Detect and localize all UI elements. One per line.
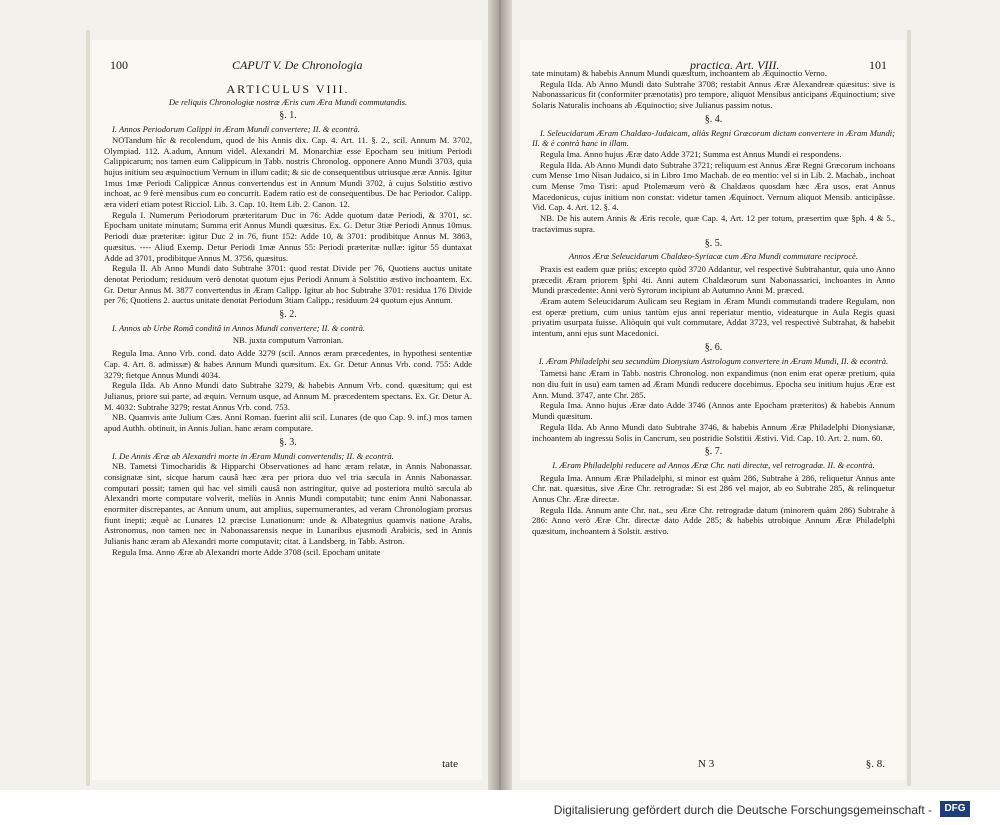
paragraph: Regula IIda. Ab Anno Mundi dato Subtrahe 3746, & habebis Annum Æræ Philadelphi Dionysianæ, inchoantem ab ingressu Solis in Cancrum, seu postridie Solstitii Æstivi. Vid. Cap. 10. Art. 2. num. 60. [532, 421, 895, 443]
paragraph-title: I. Annos Periodorum Calippi in Æram Mundi convertere; II. & econtrà. [112, 124, 360, 135]
section-6-heading: §. 6. [704, 341, 723, 353]
right-page-edge [907, 30, 911, 786]
paragraph: NB. Tametsi Timocharidis & Hipparchi Observationes ad hanc æram relatæ, in Annis Nabonassar. consignatæ sint, sicque harum causâ hæc æra per priora duo vel tria sæcula in Annis Nabonassar. computari possit; tamen qui hac vel simili causâ non astringitur, quive ad posteriora multò sæcula ab Alexandri morte computare volverit, meliùs in Annis Mundi computabit; tunc enim Anni Nabonassar. enormiter discrepantes, ac Annum unum, aut amplius, supernumerantes, ad veram Chronologiam prorsus fiunt inepti; æquè ac Lunares 12 præcise Lunationum: unde & Albategnius quamvis natione Arabs, Astronomus, non tamen nec in Nabonassarensis neque in Lunaribus ejusmodi Arabicis, sed in Annis Julianis hanc æram ab Alexandri morte computavit; citat. à Landsberg. in Tabb. Astron. [104, 461, 472, 547]
running-head-right: practica. Art. VIII. [690, 58, 780, 72]
paragraph: Regula IIda. Ab Anno Mundi dato Subtrahe 3708; restabit Annus Æræ Alexandreæ quæsitus: sive is Nabonassaricus fit (conformiter prænotatis) pro tempore, aliquot Mensibus anticipans Æquinoctium; sive Solaris Naturalis inchoans ab Æquinoctio; sive Julianus passim notus. [532, 78, 895, 111]
right-page-text [532, 68, 895, 537]
funding-notice: Digitalisierung gefördert durch die Deutsche Forschungsgemeinschaft - [553, 803, 932, 817]
section-3-heading: §. 3. [279, 436, 297, 448]
paragraph: NB. juxta computum Varronian. [232, 335, 344, 346]
paragraph-title: I. Æram Philadelphi seu secundùm Dionysium Astrologum convertere in Æram Mundi, II. & econtrà. [538, 355, 889, 366]
paragraph: Regula IIda. Annum ante Chr. nat., seu Æræ Chr. retrogradæ datum (minorem quàm 286) Subtrahe à 286: Anno verò Æræ Chr. directæ dato Adde 285; & habebis utrobique Annum Æræ Philadelphi quæsitum, inchoantem à Solstit. æstivo. [532, 504, 895, 537]
running-head-left: CAPUT V. De Chronologia [232, 58, 363, 72]
paragraph: Regula Ima. Anno hujus Æræ dato Adde 3721; Summa est Annus Mundi ei respondens. [540, 148, 842, 159]
paragraph: Regula Ima. Annum Æræ Philadelphi, si minor est quàm 286, Subtrahe à 286, reliquetur Annus ante Chr. nat. quæsitus, sive Æræ Chr. retrogradæ: Si est 286 vel major, ab eo Subtrahe 285, & relinquetur Annus Chr. Æræ directæ. [532, 472, 895, 505]
signature-mark: N 3 [698, 758, 715, 770]
paragraph-title: I. Annos ab Urbe Româ conditâ in Annos Mundi convertere; II. & contrà. [112, 322, 366, 333]
paragraph-title: I. De Annis Æræ ab Alexandri morte in Æram Mundi convertendis; II. & econtrà. [112, 450, 394, 461]
paragraph: Regula I. Numerum Periodorum præteritarum Duc in 76: Adde quotum datæ Periodi, & 3701, sc. Epocham unitate minutam; Summa erit Annus Mundi quæsitus. Ex. G. Detur 3tiæ Periodi Annus 10mus. Periodi duæ præteritæ: igitur Duc 2 in 76, fiunt 152: Adde 10, & 3701: prodibitque Annus M. 3863, quæsitus. ---- Aliud Exemp. Detur Periodi 1mæ Annus 55: Periodi præteritæ nullæ: igitur 55 duntaxat Adde ad 3701, prodibitque Annus M. 3756, quæsitus. [104, 209, 472, 263]
paragraph: Regula Ima. Anno Æræ ab Alexandri morte Adde 3708 (scil. Epocham unitate [112, 546, 381, 557]
paragraph-title: I. Æram Philadelphi reducere ad Annos Æræ Chr. nati directæ, vel retrogradæ. II. & econtrà. [552, 459, 875, 470]
paragraph: Regula IIda. Ab Anno Mundi dato Subtrahe 3279, & habebis Annum Vrb. cond. quæsitum; qui est Julianus, priore sui parte, ad æquin. Vernum usque, ad Annum M. præcedentem spectans. Ex. Gr. Detur A. M. 4032: Subtrahe 3279; restat Annus Vrb. cond. 753. [104, 380, 472, 412]
right-page [520, 40, 905, 780]
paragraph: Praxis est eadem quæ priùs; excepto quòd 3720 Addantur, vel respectivè Subtrahantur, quia uno Anno præcedit Æram priorem §phi 4ti. Anni autem Chaldæorum sunt Nabonassarici, inchoantes in Anno Mundi præcedente: Anni verò Syrorum incipiunt ab Autumno Anni M. præced. [532, 263, 895, 296]
paragraph-title: I. Seleucidarum Æram Chaldæo-Judaicam, aliàs Regni Græcorum dictam convertere in Æram Mundi; II. & è contrà hanc in illam. [532, 127, 895, 149]
paragraph: Regula Ima. Anno Vrb. cond. dato Adde 3279 (scil. Annos æram præcedentes, in hypothesi sententiæ Cap. 4. Art. 8. admissæ) & habes Annum Mundi quæsitum. Ex. Gr. Detur Annus Vrb. cond. 755: Adde 3279; fietque Annus Mundi 4034. [104, 348, 472, 380]
article-heading: ARTICULUS VIII. [226, 82, 350, 96]
left-page-text [104, 84, 472, 558]
article-subtitle: De reliquis Chronologiæ nostræ Æris cum Æra Mundi commutandis. [168, 96, 408, 107]
dfg-logo-icon: DFG [940, 801, 970, 817]
paragraph: Regula IIda. Ab Anno Mundi dato Subtrahe 3721; reliquum est Annus Æræ Regni Græcorum inchoans cum Mense 1mo Nisan Judaico, si in Libro 1mo Machab. de eo mentio: vel si in Lib. 2. Machab., inchoat cum Mense 7mo Tisri: apud Ptolemæum verò & Chaldæos quosdam hæc Æra usos, erat Annus Macedonicus, cujus initium non constat: videtur tamen Æquinoct. Vernum aliquot Mensib. anticipâsse. Vid. Cap. 4. Art. 12. §. 4. [532, 159, 895, 213]
section-2-heading: §. 2. [279, 309, 297, 321]
left-page-edge [86, 30, 90, 786]
section-1-heading: §. 1. [279, 110, 297, 122]
paragraph: Æram autem Seleucidarum Aulicam seu Regiam in Æram Mundi commutandi tradere Regulam, non est operæ pretium, cum unius tantùm ejus anni reperiatur mentio, videaturque in Aula Regis quasi privatim usurpata fuisse. Aliòquin qui vult commutare, Addat 3723, vel respectivè Subtrahat, & habebit intentum, anni ejus sunt Macedonici. [532, 296, 895, 339]
book-gutter [488, 0, 512, 790]
left-page [92, 40, 482, 780]
paragraph: NB. Quamvis ante Julium Cæs. Anni Roman. fuerint alii scil. Lunares (de quo Cap. 9. inf.) mos tamen apud Authh. obtinuit, in Annis Julian. hanc æram computare. [104, 412, 472, 434]
section-4-heading: §. 4. [704, 113, 723, 125]
paragraph: NB. De his autem Annis & Æris recole, quæ Cap. 4, Art. 12 per totum, præsertim quæ §ph. 4 & 5., tractavimus supra. [532, 213, 895, 234]
section-7-heading: §. 7. [704, 446, 723, 458]
catchword-left: tate [442, 758, 458, 770]
section-5-heading: §. 5. [704, 237, 723, 249]
page-number-right: 101 [869, 58, 887, 72]
paragraph: Tametsi hanc Æram in Tabb. nostris Chronolog. non expandimus (non enim erat operæ pretium, quia non diu fuit in usu) eam tamen ad Æram Mundi reducere docebimus. Epocha seu initium hujus Æræ est Ann. Mund. 3747, ante Chr. 285. [532, 368, 895, 400]
paragraph: tate minutam) & habebis Annum Mundi quæsitum, inchoantem ab Æquinoctio Verno. [532, 68, 827, 78]
catchword-right: §. 8. [865, 758, 885, 770]
paragraph-title: Annos Æræ Seleucidarum Chaldæo-Syriacæ cum Æra Mundi commutare reciprocè. [568, 251, 859, 262]
paragraph: Regula Ima. Anno hujus Æræ dato Adde 3746 (Annos ante Epocham præteritos) & habebis Annum Mundi quæsitum. [532, 400, 895, 422]
paragraph: NOTandum hîc & recolendum, quod de his Annis dix. Cap. 4. Art. 11. §. 2., scil. Annum M. 3702, Olympiad. 112. A.adum, Annum videl. Alexandri M. Monarchiæ esse Epocham seu initium Periodi Calippicarum; nos tamen eum Calippicum in Tabb. nostris Chronolog. opponere Anno Mundi 3703, quia hujus initium seu æquinoctium Vernum in illum cadit; & sic de consequentibus utriusque æræ Annis. Igitur 1mus 1mæ Periodi Calippicæ Annus convertendus est in Annum Mundi 3702, à cujus Solstitio æstivo inchoat, ac 9 ferè mensibus cum eo concurrit. Eadem ratio est de consequentibus. De hac Periodor. Calipp. æra videri etiam potest Ricciol. Lib. 3. Cap. 10. Item Lib. 2. Canon. 12. [104, 134, 472, 210]
page-number-left: 100 [110, 58, 128, 72]
funding-banner [0, 795, 1000, 825]
paragraph: Regula II. Ab Anno Mundi dato Subtrahe 3701: quod restat Divide per 76, Quotiens auctus unitate denotat Periodum; residuum verò denotat quotum ejus Periodi Annum à Solstitio æstivo inchoantem. Ex. Gr. Detur Annus M. 3877 convertendus in Æram Calipp. Igitur ab hoc Subtrahe 3701: residua 176 Divide per 76; Quotiens 2. auctus unitate denotat Periodum 3tiam Calipp.; residuum 24 quotum ejus Annum. [104, 263, 472, 306]
